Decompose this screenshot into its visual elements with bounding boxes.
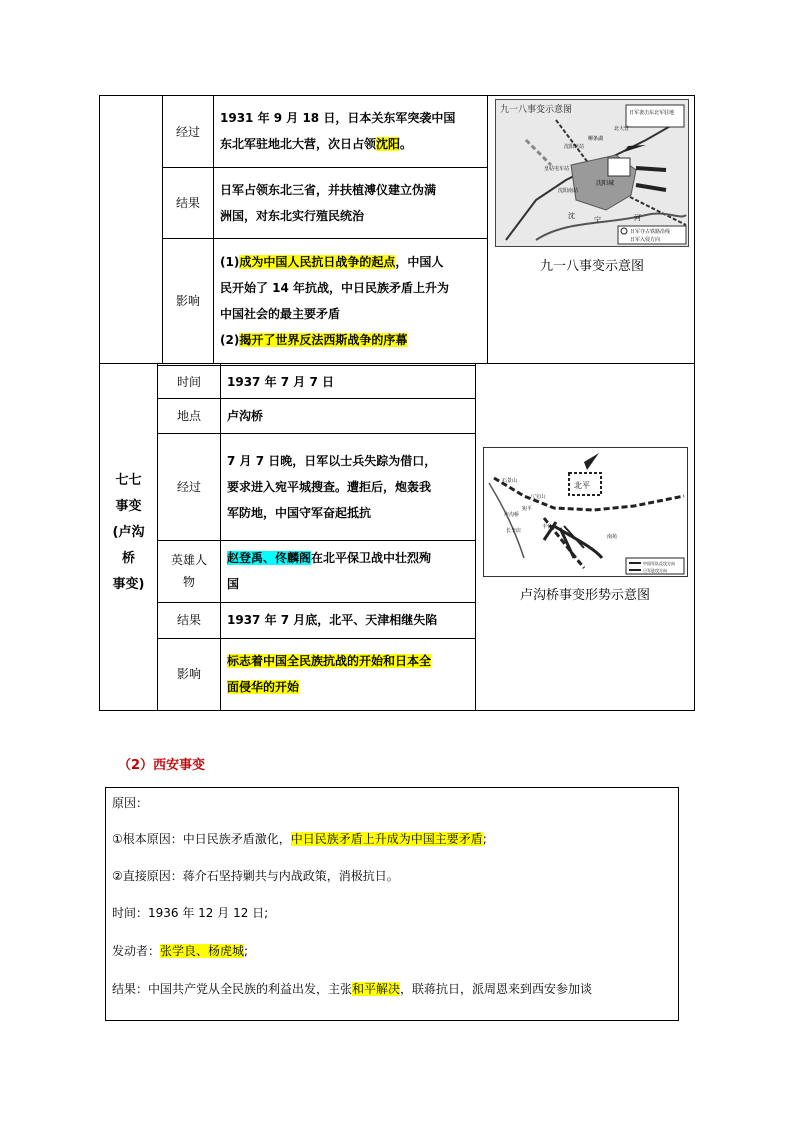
text-line [227,571,473,597]
xian-incident-line [112,979,592,999]
text-segment: (1) [220,254,240,269]
place-label: 柳条湖 [588,136,604,142]
highlight-text: 张学良、杨虎城 [160,944,245,958]
place-label: 八宝山 [530,494,546,500]
text-line [227,607,473,633]
text-segment: 发动者： [112,944,161,958]
text-segment: 中国社会的最主要矛盾 [220,306,341,321]
row-label-line: 地点 [176,408,201,423]
event-label [100,468,157,598]
xian-incident-line [112,866,399,886]
row-label [158,638,220,710]
highlight-text: 沈阳 [376,137,401,151]
text-segment: (2) [220,332,240,347]
place-label: 南苑 [607,534,618,540]
highlight-text: 标志着中国全民族抗战的开始和日本全 [227,654,432,668]
map-legend-2: 日军入侵方向 [630,237,661,243]
place-label: 石景山 [502,478,518,484]
text-segment: 卢沟桥 [227,408,264,423]
lugouqiao-map [483,447,688,577]
map-legend-2: 日军进攻方向 [643,568,667,573]
text-segment: 1937 年 7 月底，北平、天津相继失陷 [227,613,438,627]
text-segment: 原因： [112,796,149,810]
highlight-text: 揭开了世界反法西斯战争的序幕 [239,332,408,347]
place-label: 沈阳南站 [558,188,579,194]
highlight-text: 面侵华的开始 [227,680,300,694]
text-line [227,648,473,674]
xian-incident-line [112,793,148,813]
text-segment: 东北军驻地北大营，次日占领 [220,137,377,151]
lugouqiao-map-caption: 卢沟桥事变形势示意图 [519,588,650,603]
text-line [220,275,484,301]
map-legend-top: 日军袭击东北军驻地 [629,110,675,116]
highlight-text: 赵登禹、佟麟阁 [227,551,312,565]
row-content [227,448,473,526]
place-label: 卢沟桥 [504,512,520,518]
row-content [227,403,473,429]
event-label-line: 事变 [115,499,142,514]
place-label: 河 [634,214,641,222]
row-content [227,648,473,700]
text-line [227,545,473,571]
row-content [227,607,473,633]
xian-incident-line [112,829,487,849]
place-label: 沈 [568,212,575,220]
text-line [227,403,473,429]
text-line [220,177,484,203]
row-label-line: 时间 [176,374,201,389]
row-label [158,540,220,602]
row-label-line: 经过 [176,479,201,494]
map-legend-1: 日军夺占铁路沿线 [630,229,671,235]
xian-incident-line [112,903,268,923]
event-label-line: (卢沟 [112,525,145,540]
place-label: 宛平 [522,506,533,512]
text-segment: 1931 年 9 月 18 日，日本关东军突袭中国 [220,111,456,125]
text-segment: 要求进入宛平城搜查。遭拒后，炮轰我 [227,479,432,494]
event-label-line: 七七 [115,473,142,488]
place-label: 宁 [594,216,601,224]
place-label: 丰台 [542,524,553,530]
place-label: 长辛店 [506,528,522,534]
highlight-text: 和平解决 [352,982,401,996]
text-segment: ; [482,832,487,846]
text-segment: 在北平保卫战中壮烈殉 [311,551,432,565]
row-label [158,433,220,540]
row-content [227,545,473,597]
xian-incident-line [112,941,248,961]
map-title: 九一八事变示意图 [500,105,573,115]
text-segment: 洲国，对东北实行殖民统治 [220,208,365,223]
place-label: 北大营 [614,126,630,132]
text-segment: 军防地，中国守军奋起抵抗 [227,505,372,520]
row-label [158,398,220,433]
text-line [220,327,484,353]
text-line [220,131,484,157]
row-label [158,602,220,638]
row-content [220,249,484,353]
september-18-map-caption: 九一八事变示意图 [539,259,644,274]
text-line [220,105,484,131]
text-segment: 。 [400,137,413,151]
xian-incident-heading: （2）西安事变 [118,758,206,773]
text-line [220,301,484,327]
row-content [220,105,484,157]
place-label: 沈阳城 [596,180,615,187]
place-label: 北平 [574,481,590,490]
row-label-line: 英雄人 [170,553,207,567]
row-label-line: 影响 [176,667,201,681]
text-segment: ②直接原因：蒋介石坚持剿共与内战政策，消极抗日。 [112,869,399,883]
text-line [220,249,484,275]
text-line [227,448,473,474]
text-line [227,369,473,395]
text-segment: ①根本原因：中日民族矛盾激化， [112,832,291,846]
highlight-text: 中日民族矛盾上升成为中国主要矛盾 [290,832,483,846]
text-segment: 7 月 7 日晚，日军以士兵失踪为借口， [227,453,437,468]
text-segment: ; [244,944,249,958]
text-segment: 民开始了 14 年抗战，中日民族矛盾上升为 [220,280,450,295]
row-label: 影响 [175,294,200,308]
event-label-line: 事变) [112,577,145,592]
place-label: 皇姑屯车站 [544,166,570,172]
row-label-line: 结果 [176,613,201,627]
text-segment: ，联蒋抗日，派周恩来到西安参加谈 [400,982,593,996]
row-content [220,177,484,229]
text-line [227,674,473,700]
text-segment: ，中国人 [395,254,444,269]
text-segment: 1937 年 7 月 7 日 [227,374,334,389]
event-label-line: 桥 [121,551,135,566]
text-line [220,203,484,229]
september-18-map [495,99,689,247]
text-segment: 结果：中国共产党从全民族的利益出发，主张 [112,982,353,996]
text-line [227,474,473,500]
row-label [158,365,220,398]
highlight-text: 成为中国人民抗日战争的起点 [239,254,396,269]
text-segment: 国 [227,577,240,591]
place-label: 沈阳北站 [564,144,585,150]
row-content [227,369,473,395]
text-segment: 时间：1936 年 12 月 12 日; [112,906,269,920]
text-segment: 日军占领东北三省，并扶植溥仪建立伪满 [220,182,437,197]
row-label: 结果 [175,196,200,210]
text-line [227,500,473,526]
map-legend-1: 中国军队反攻方向 [643,561,675,566]
row-label-line: 物 [182,575,195,589]
row-label: 经过 [175,124,200,139]
